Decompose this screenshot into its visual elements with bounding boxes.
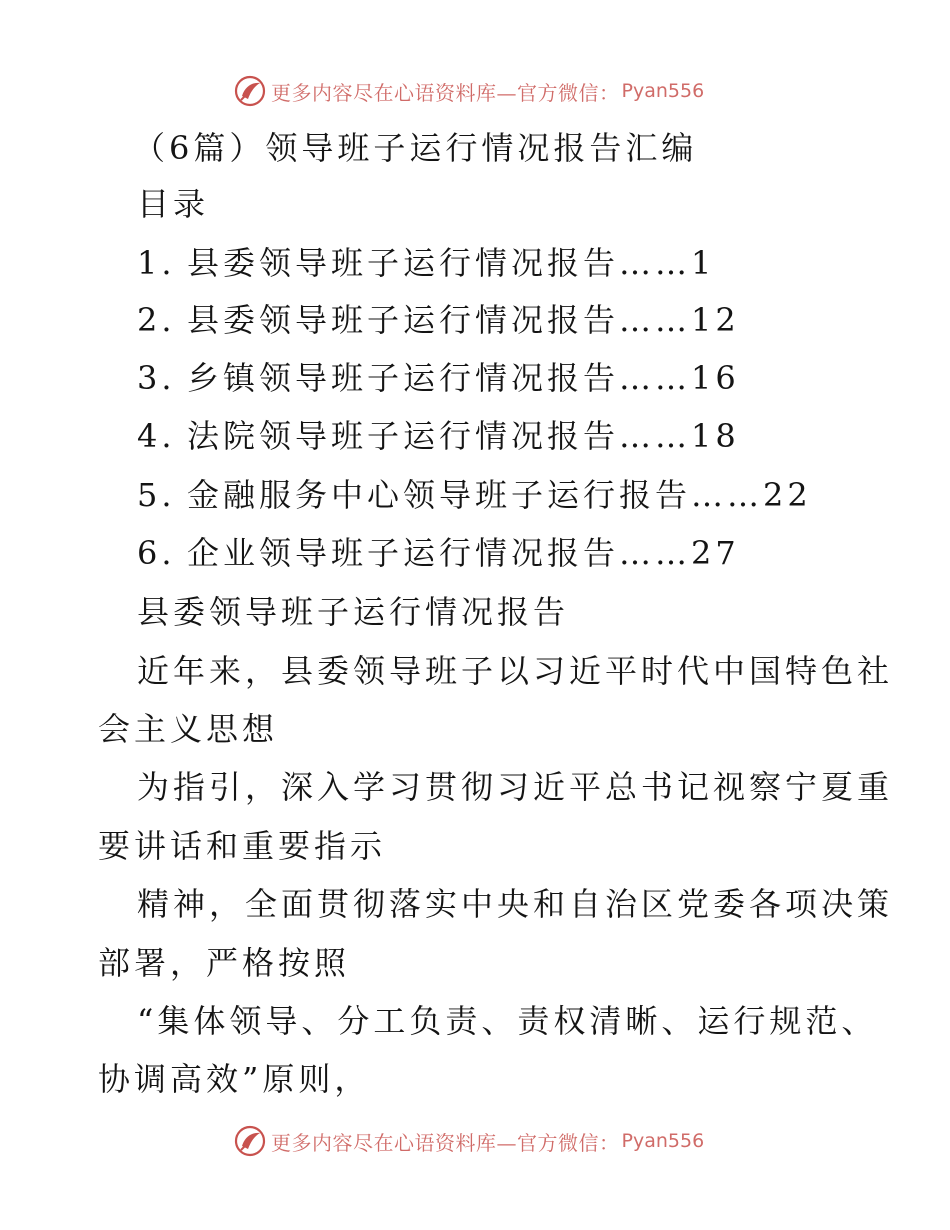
watermark-logo-icon [233,1124,267,1158]
watermark-footer [233,1124,704,1158]
toc-item-5 [137,475,812,515]
body-line: 近年来，县委领导班子以习近平时代中国特色社 [137,652,894,690]
toc-item-text: 金融服务中心领导班子运行报告……22 [187,476,812,514]
body-line: 精神，全面贯彻落实中央和自治区党委各项决策 [137,885,894,923]
watermark-text: 更多内容尽在心语资料库—官方微信： [271,1130,620,1155]
toc-item-number: 4. [137,417,176,455]
toc-item-number: 3. [137,359,176,397]
body-line: “集体领导、分工负责、责权清晰、运行规范、 [137,1002,878,1040]
watermark-text: 更多内容尽在心语资料库—官方微信： [271,80,620,105]
toc-item-number: 6. [137,534,176,572]
toc-item-2 [137,300,740,340]
toc-item-text: 乡镇领导班子运行情况报告……16 [187,359,740,397]
toc-item-4 [137,416,740,456]
watermark-wechat-id: Pyan556 [621,1130,705,1152]
toc-item-6 [137,533,740,573]
toc-heading: 目录 [137,185,210,223]
watermark-header [233,74,704,108]
watermark-wechat-id: Pyan556 [621,80,705,102]
body-line: 协调高效”原则， [98,1060,371,1098]
toc-item-1 [137,243,715,283]
toc-item-text: 县委领导班子运行情况报告……12 [187,301,740,339]
body-line: 会主义思想 [98,710,279,748]
body-line: 部署，严格按照 [98,944,351,982]
toc-item-number: 5. [137,476,176,514]
body-line: 要讲话和重要指示 [98,827,387,865]
body-line: 为指引，深入学习贯彻习近平总书记视察宁夏重 [137,768,894,806]
toc-item-text: 县委领导班子运行情况报告……1 [187,244,716,282]
toc-item-number: 1. [137,244,176,282]
section-heading: 县委领导班子运行情况报告 [137,593,570,631]
toc-item-3 [137,358,740,398]
toc-item-text: 企业领导班子运行情况报告……27 [187,534,740,572]
toc-item-text: 法院领导班子运行情况报告……18 [187,417,740,455]
watermark-logo-icon [233,74,267,108]
document-title: （6篇）领导班子运行情况报告汇编 [133,129,698,167]
toc-item-number: 2. [137,301,176,339]
